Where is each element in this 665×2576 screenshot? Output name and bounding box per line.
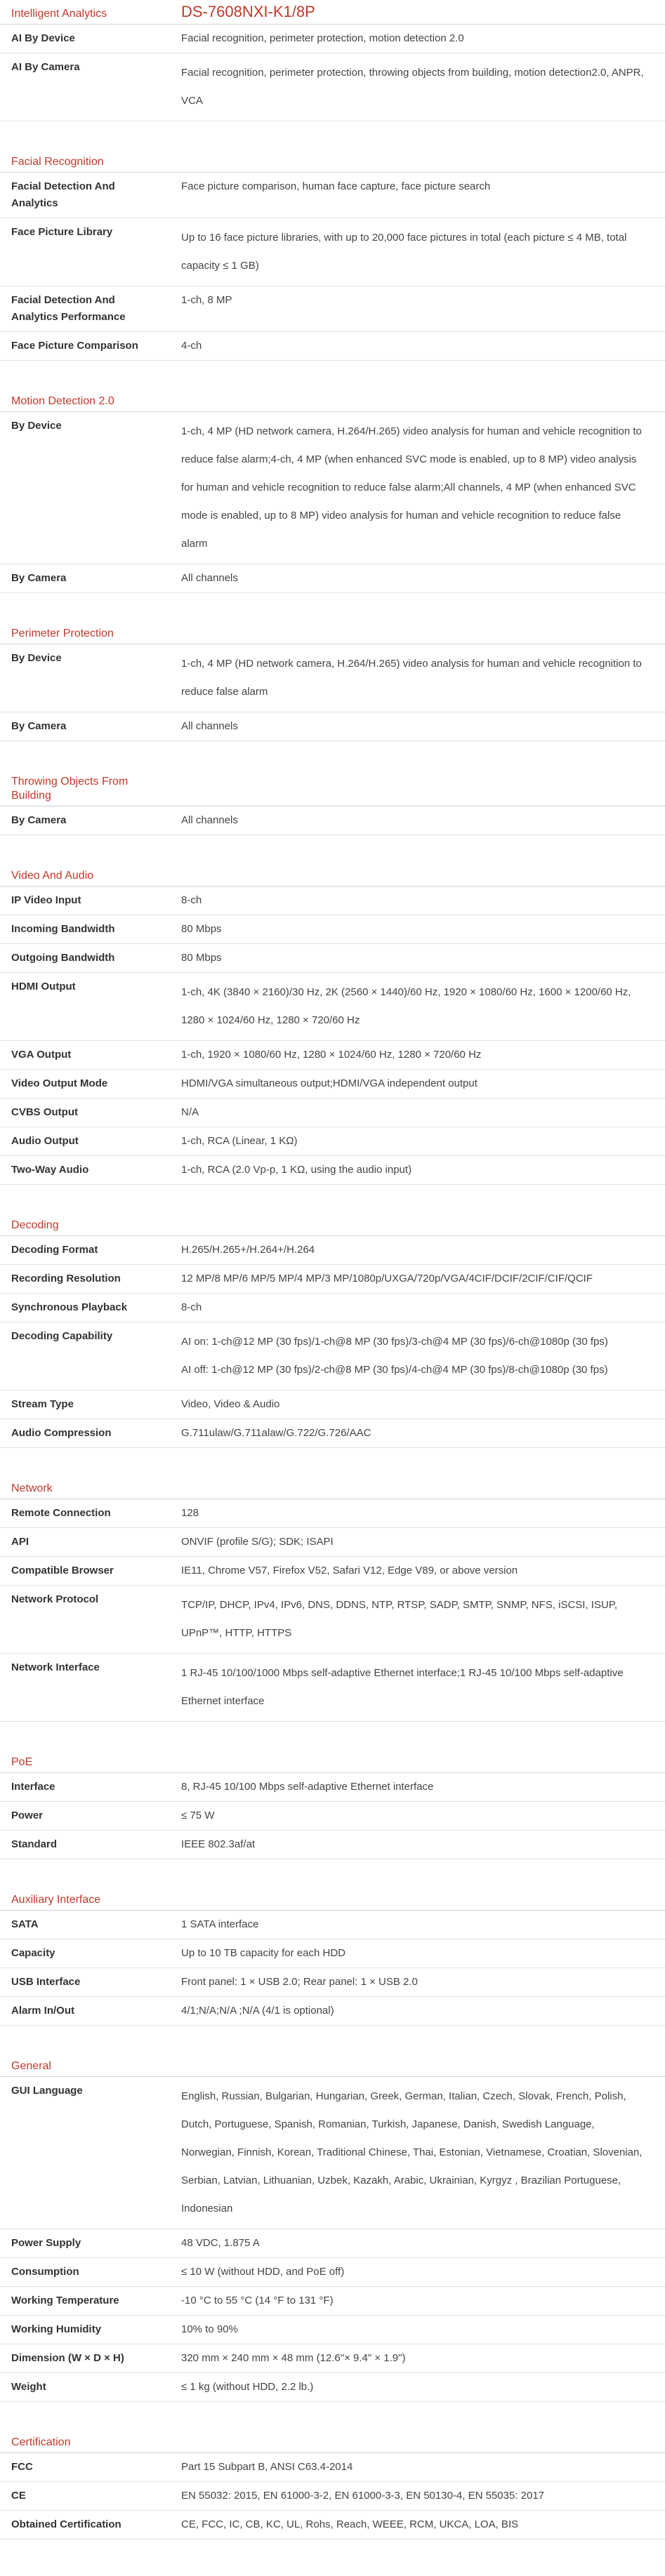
spec-section (0, 390, 665, 593)
spec-row (0, 53, 665, 121)
spec-row (0, 1997, 665, 2026)
spec-label: CE (11, 2490, 26, 2502)
spec-label: By Camera (11, 720, 67, 732)
spec-value: 4-ch (181, 340, 202, 352)
spec-label: Network Interface (11, 1661, 100, 1673)
spec-value: 1-ch, 1920 × 1080/60 Hz, 1280 × 1024/60 Hz, 1280 × 720/60 Hz (181, 1049, 482, 1061)
spec-row (0, 1098, 665, 1127)
spec-label: API (11, 1536, 29, 1548)
section-header (0, 151, 665, 173)
spec-row (0, 973, 665, 1041)
section-title: Intelligent Analytics (11, 8, 107, 20)
spec-label: VGA Output (11, 1049, 72, 1061)
spec-value: Facial recognition, perimeter protection, throwing objects from building, motion detection2.0, ANPR, VCA (181, 67, 644, 107)
section-title: Network (11, 1482, 53, 1494)
spec-row (0, 2287, 665, 2316)
spec-label: Remote Connection (11, 1507, 111, 1519)
spec-row (0, 1831, 665, 1859)
spec-row (0, 1499, 665, 1528)
section-title: PoE (11, 1756, 33, 1768)
spec-label: Power Supply (11, 2237, 81, 2249)
spec-value: 8, RJ-45 10/100 Mbps self-adaptive Ethernet interface (181, 1781, 434, 1793)
spec-row (0, 1127, 665, 1156)
spec-value: 12 MP/8 MP/6 MP/5 MP/4 MP/3 MP/1080p/UXGA/720p/VGA/4CIF/DCIF/2CIF/CIF/QCIF (181, 1273, 593, 1284)
spec-label: By Device (11, 420, 62, 432)
section-header (0, 3, 665, 25)
spec-row (0, 2453, 665, 2482)
spec-row (0, 2344, 665, 2373)
spec-value: 10% to 90% (181, 2323, 238, 2335)
spec-value: 128 (181, 1507, 199, 1519)
spec-label: Weight (11, 2381, 46, 2393)
spec-label: Working Temperature (11, 2295, 119, 2306)
spec-value: 1-ch, RCA (2.0 Vp-p, 1 KΩ, using the audio input) (181, 1164, 412, 1176)
spec-label: By Device (11, 652, 62, 664)
spec-value: Up to 16 face picture libraries, with up to 20,000 face pictures in total (each picture ≤ 4 MB, total capacity ≤ 1 GB) (181, 232, 627, 272)
spec-row (0, 1911, 665, 1939)
section-header (0, 623, 665, 644)
spec-label: Outgoing Bandwidth (11, 952, 115, 964)
spec-value: 8-ch (181, 1301, 202, 1313)
spec-value: Part 15 Subpart B, ANSI C63.4-2014 (181, 2461, 353, 2473)
spec-row (0, 2482, 665, 2511)
spec-label: Standard (11, 1838, 58, 1850)
spec-label: FCC (11, 2461, 33, 2473)
spec-value: All channels (181, 572, 238, 584)
spec-value: 1 SATA interface (181, 1918, 259, 1930)
spec-row (0, 1156, 665, 1185)
spec-row (0, 1586, 665, 1654)
spec-value: ≤ 10 W (without HDD, and PoE off) (181, 2266, 345, 2278)
spec-row (0, 1654, 665, 1722)
spec-section (0, 151, 665, 361)
spec-row (0, 2511, 665, 2540)
spec-value: 1-ch, 4K (3840 × 2160)/30 Hz, 2K (2560 × 1440)/60 Hz, 1920 × 1080/60 Hz, 1600 × 1200/60 Hz, 1280 × 1024/60 Hz, 1280 × 720/60 Hz (181, 986, 631, 1026)
section-title: Video And Audio (11, 870, 94, 882)
spec-label: Two-Way Audio (11, 1164, 89, 1176)
spec-label: Synchronous Playback (11, 1301, 128, 1313)
spec-label: USB Interface (11, 1976, 81, 1988)
spec-row (0, 332, 665, 361)
section-title: General (11, 2060, 51, 2072)
spec-label: Facial Detection And Analytics (11, 180, 115, 209)
spec-label: Face Picture Library (11, 226, 113, 238)
spec-label: By Camera (11, 814, 67, 826)
spec-value: 1-ch, 8 MP (181, 294, 232, 306)
section-header (0, 1751, 665, 1773)
spec-row (0, 944, 665, 973)
spec-label: Capacity (11, 1947, 55, 1959)
spec-label: SATA (11, 1918, 39, 1930)
spec-label: Decoding Capability (11, 1330, 113, 1342)
spec-label: GUI Language (11, 2085, 83, 2097)
spec-value: Up to 10 TB capacity for each HDD (181, 1947, 345, 1959)
spec-value: 1-ch, 4 MP (HD network camera, H.264/H.265) video analysis for human and vehicle recognition to reduce false alarm (181, 658, 642, 698)
spec-label: Facial Detection And Analytics Performance (11, 294, 126, 323)
spec-value: Front panel: 1 × USB 2.0; Rear panel: 1 × USB 2.0 (181, 1976, 418, 1988)
spec-label: Audio Output (11, 1135, 79, 1147)
spec-label: Compatible Browser (11, 1565, 114, 1576)
spec-section (0, 865, 665, 1185)
spec-label: AI By Device (11, 32, 75, 44)
spec-value: TCP/IP, DHCP, IPv4, IPv6, DNS, DDNS, NTP, RTSP, SADP, SMTP, SNMP, NFS, iSCSI, ISUP, UPnP™, HTTP, HTTPS (181, 1599, 618, 1639)
spec-value: 80 Mbps (181, 952, 222, 964)
section-title: Certification (11, 2436, 71, 2448)
spec-row (0, 2077, 665, 2229)
section-header (0, 2431, 665, 2453)
spec-value: 1 RJ-45 10/100/1000 Mbps self-adaptive Ethernet interface;1 RJ-45 10/100 Mbps self-adaptive Ethernet interface (181, 1667, 624, 1707)
spec-row (0, 1041, 665, 1070)
spec-row (0, 806, 665, 835)
spec-row (0, 1557, 665, 1586)
spec-section (0, 1751, 665, 1859)
spec-row (0, 1968, 665, 1997)
spec-row (0, 286, 665, 332)
spec-value: ONVIF (profile S/G); SDK; ISAPI (181, 1536, 334, 1548)
spec-section (0, 2055, 665, 2402)
section-title: Throwing Objects From Building (11, 776, 129, 802)
spec-row (0, 564, 665, 593)
section-title: Decoding (11, 1219, 59, 1231)
spec-row (0, 1236, 665, 1265)
section-header (0, 1214, 665, 1236)
spec-row (0, 712, 665, 741)
spec-value: AI on: 1-ch@12 MP (30 fps)/1-ch@8 MP (30 fps)/3-ch@4 MP (30 fps)/6-ch@1080p (30 fps) AI off: 1-ch@12 MP (30 fps)/2-ch@8 MP (30 fps)/4-ch@4 MP (30 fps)/8-ch@1080p (30 fps) (181, 1336, 608, 1376)
section-title: Auxiliary Interface (11, 1894, 101, 1906)
section-title: Perimeter Protection (11, 628, 114, 639)
section-header (0, 2055, 665, 2077)
spec-label: HDMI Output (11, 981, 76, 992)
spec-label: Dimension (W × D × H) (11, 2352, 124, 2364)
spec-row (0, 1390, 665, 1419)
spec-row (0, 218, 665, 286)
spec-row (0, 644, 665, 712)
spec-label: Working Humidity (11, 2323, 102, 2335)
spec-value: 80 Mbps (181, 923, 222, 935)
spec-label: Obtained Certification (11, 2518, 121, 2530)
spec-value: 8-ch (181, 894, 202, 906)
model-number-title: DS-7608NXI-K1/8P (181, 3, 315, 20)
spec-label: CVBS Output (11, 1106, 78, 1118)
spec-value: IEEE 802.3af/at (181, 1838, 256, 1850)
spec-value: 320 mm × 240 mm × 48 mm (12.6"× 9.4" × 1.9") (181, 2352, 406, 2364)
spec-row (0, 1528, 665, 1557)
spec-row (0, 915, 665, 944)
spec-label: AI By Camera (11, 61, 80, 73)
spec-value: 1-ch, RCA (Linear, 1 KΩ) (181, 1135, 298, 1147)
spec-label: Face Picture Comparison (11, 340, 138, 352)
spec-row (0, 1265, 665, 1294)
spec-section (0, 771, 665, 835)
spec-section (0, 623, 665, 741)
section-title: Motion Detection 2.0 (11, 395, 114, 407)
spec-row (0, 1939, 665, 1968)
spec-label: Recording Resolution (11, 1273, 121, 1284)
spec-row (0, 1419, 665, 1448)
spec-label: Video Output Mode (11, 1077, 108, 1089)
spec-row (0, 1322, 665, 1390)
spec-value: H.265/H.265+/H.264+/H.264 (181, 1244, 315, 1256)
spec-label: Audio Compression (11, 1427, 112, 1439)
spec-label: Power (11, 1810, 44, 1821)
spec-row (0, 2316, 665, 2344)
spec-value: English, Russian, Bulgarian, Hungarian, Greek, German, Italian, Czech, Slovak, French, Polish, Dutch, Portuguese, Spanish, Romanian, Turkish, Japanese, Danish, Swedish Language, Norwegian, Finnish, Korean, Traditional Chinese, Thai, Estonian, Vietnamese, Croatian, Slovenian, Serbian, Latvian, Lithuanian, Uzbek, Kazakh, Arabic, Ukrainian, Kyrgyz , Brazilian Portuguese, Indonesian (181, 2090, 643, 2215)
section-header (0, 771, 665, 806)
spec-label: Decoding Format (11, 1244, 98, 1256)
spec-row (0, 25, 665, 53)
spec-label: Network Protocol (11, 1593, 99, 1605)
spec-row (0, 2258, 665, 2287)
spec-row (0, 1773, 665, 1802)
spec-row (0, 1802, 665, 1831)
spec-value: CE, FCC, IC, CB, KC, UL, Rohs, Reach, WEEE, RCM, UKCA, LOA, BIS (181, 2518, 519, 2530)
spec-section (0, 1889, 665, 2026)
spec-value: -10 °C to 55 °C (14 °F to 131 °F) (181, 2295, 334, 2306)
spec-value: ≤ 1 kg (without HDD, 2.2 lb.) (181, 2381, 314, 2393)
spec-label: Alarm In/Out (11, 2005, 75, 2017)
spec-label: Incoming Bandwidth (11, 923, 115, 935)
spec-row (0, 1070, 665, 1098)
section-header (0, 1478, 665, 1499)
section-header (0, 390, 665, 412)
spec-value: Facial recognition, perimeter protection, motion detection 2.0 (181, 32, 464, 44)
spec-section (0, 1478, 665, 1722)
spec-value: G.711ulaw/G.711alaw/G.722/G.726/AAC (181, 1427, 371, 1439)
spec-value: All channels (181, 814, 238, 826)
spec-row (0, 1294, 665, 1322)
spec-label: Stream Type (11, 1398, 74, 1410)
spec-label: By Camera (11, 572, 67, 584)
spec-row (0, 412, 665, 564)
spec-label: Consumption (11, 2266, 79, 2278)
spec-value: 48 VDC, 1.875 A (181, 2237, 260, 2249)
spec-value: N/A (181, 1106, 199, 1118)
spec-row (0, 2229, 665, 2258)
spec-value: 1-ch, 4 MP (HD network camera, H.264/H.265) video analysis for human and vehicle recognition to reduce false alarm;4-ch, 4 MP (when enhanced SVC mode is enabled, up to 8 MP) video analysis for human and vehicle recognition to reduce false alarm;All channels, 4 MP (when enhanced SVC mode is enabled, up to 8 MP) video analysis for human and vehicle recognition to reduce false alarm (181, 425, 642, 550)
spec-value: Video, Video & Audio (181, 1398, 280, 1410)
spec-value: Face picture comparison, human face capture, face picture search (181, 180, 491, 192)
spec-label: IP Video Input (11, 894, 81, 906)
spec-value: HDMI/VGA simultaneous output;HDMI/VGA independent output (181, 1077, 478, 1089)
spec-value: IE11, Chrome V57, Firefox V52, Safari V12, Edge V89, or above version (181, 1565, 518, 1576)
spec-row (0, 173, 665, 218)
section-header (0, 1889, 665, 1911)
spec-section (0, 3, 665, 121)
spec-row (0, 2373, 665, 2402)
section-header (0, 865, 665, 887)
spec-label: Interface (11, 1781, 55, 1793)
spec-section (0, 2431, 665, 2540)
spec-value: EN 55032: 2015, EN 61000-3-2, EN 61000-3-3, EN 50130-4, EN 55035: 2017 (181, 2490, 545, 2502)
section-title: Facial Recognition (11, 156, 104, 168)
spec-value: ≤ 75 W (181, 1810, 215, 1821)
spec-value: All channels (181, 720, 238, 732)
spec-section (0, 1214, 665, 1448)
spec-row (0, 887, 665, 915)
spec-value: 4/1;N/A;N/A ;N/A (4/1 is optional) (181, 2005, 334, 2017)
